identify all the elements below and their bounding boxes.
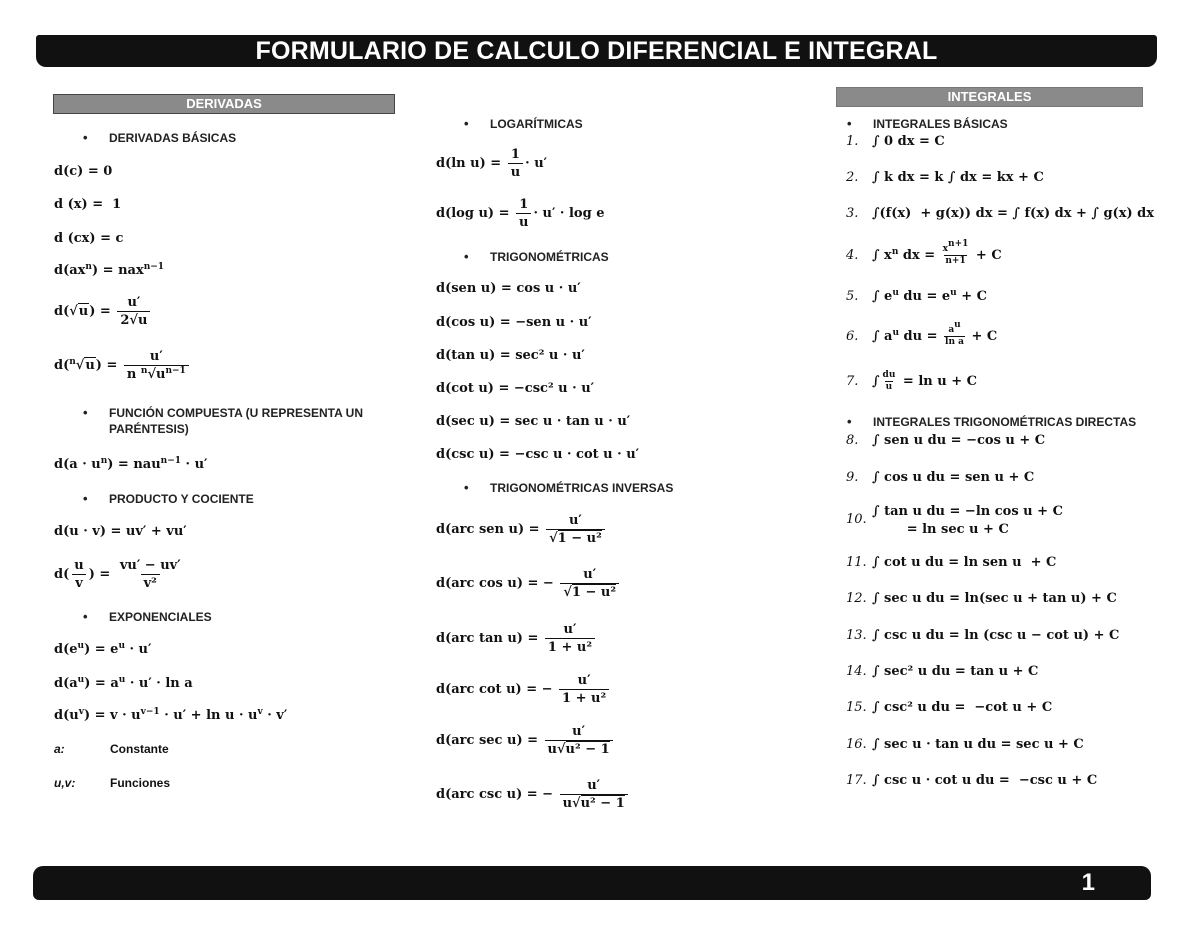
integral-17: 17. ∫ csc u · cot u du = −csc u + C: [846, 773, 1098, 788]
formula-d-sec: d(sec u) = sec u · tan u · u′: [436, 414, 631, 429]
integral-13: 13. ∫ csc u du = ln (csc u − cot u) + C: [846, 628, 1120, 643]
integral-8: 8. ∫ sen u du = −cos u + C: [846, 433, 1046, 448]
formula-d-u-pow-v: $d(u^v) = v \cdot u^{v-1} \cdot u' + \ln u \cdot u^v \cdot v'$: [54, 707, 288, 723]
formula-d-arctan: d(arc tan u) = $\frac{u'}{\text{1 + u²}}$: [436, 621, 597, 656]
formula-d-chain-power: $d(a \cdot u^n) = nau^{n-1} \cdot u'$: [54, 456, 208, 472]
formula-d-cx: d (cx) = c: [54, 231, 124, 246]
exponenciales-heading: • EXPONENCIALES: [83, 609, 212, 624]
derivadas-basicas-heading: • DERIVADAS BÁSICAS: [83, 130, 237, 145]
formula-d-product: d(u · v) = uv′ + vu′: [54, 524, 187, 539]
formula-d-sen: d(sen u) = cos u · u′: [436, 281, 581, 296]
page-number: 1: [1081, 869, 1095, 896]
integrales-basicas-heading: • INTEGRALES BÁSICAS: [847, 116, 1008, 131]
formula-d-cos: d(cos u) = −sen u · u′: [436, 315, 592, 330]
integral-2: 2. ∫ k dx = k ∫ dx = kx + C: [846, 170, 1044, 185]
formula-d-constant: d(c) = 0: [54, 164, 113, 179]
footer-bar: [33, 866, 1151, 900]
formula-d-arcsec: d(arc sec u) = $\frac{u'}{\text{u√u² − 1}}$: [436, 723, 615, 758]
formula-d-sqrt: d(√u) = $\frac{u'}{2√u}$: [54, 294, 152, 329]
integral-4: 4. ∫ $x^n$ dx = $\frac{x^{n+1}}{n+1}$ + C: [846, 239, 1002, 266]
integral-12: 12. ∫ sec u du = ln(sec u + tan u) + C: [846, 591, 1117, 606]
formula-d-cot: d(cot u) = −csc² u · u′: [436, 381, 595, 396]
integral-10: 10.∫ tan u du = −ln cos u + C = ln sec u + C: [846, 504, 1063, 537]
integral-7: 7. ∫ $\frac{du}{u}$ = ln u + C: [846, 370, 977, 392]
formula-d-x: d (x) = 1: [54, 197, 122, 212]
integral-3: 3. ∫(f(x) + g(x)) dx = ∫ f(x) dx + ∫ g(x) dx: [846, 206, 1154, 221]
trigonometricas-inversas-heading: • TRIGONOMÉTRICAS INVERSAS: [464, 480, 674, 495]
integrales-trig-heading: • INTEGRALES TRIGONOMÉTRICAS DIRECTAS: [847, 414, 1137, 429]
formula-d-exp-a: $d(a^u) = a^u \cdot u' \cdot \ln a$: [54, 675, 193, 691]
integrales-header: INTEGRALES: [836, 87, 1143, 107]
integral-6: 6. ∫ $a^u$ du = $\frac{a^u}{\text{ln a}}$ + C: [846, 320, 998, 347]
formula-d-tan: d(tan u) = sec² u · u′: [436, 348, 585, 363]
integral-1: 1. ∫ 0 dx = C: [846, 134, 945, 149]
formula-d-log: d(log u) = $\frac{1}{u}$ · u′ · log e: [436, 197, 605, 230]
formula-d-nth-root: d($^n$√u) = $\frac{u'}{n ^n√u^{n-1}}$: [54, 348, 191, 383]
formula-d-power: $d(ax^n) = nax^{n-1}$: [54, 262, 165, 278]
funcion-compuesta-heading: • FUNCIÓN COMPUESTA (U REPRESENTA UN PARÉNTESIS): [83, 405, 364, 436]
integral-9: 9. ∫ cos u du = sen u + C: [846, 470, 1035, 485]
integral-14: 14. ∫ sec² u du = tan u + C: [846, 664, 1039, 679]
formula-d-arcsen: d(arc sen u) = $\frac{u'}{\text{√1 − u²}}$: [436, 512, 607, 547]
formula-d-quotient: d( $\frac{u}{v}$ ) = $\frac{vu' - uv'}{\text{v²}}$: [54, 558, 181, 591]
formula-d-exp-e: $d(e^u) = e^u \cdot u'$: [54, 641, 152, 657]
integral-11: 11. ∫ cot u du = ln sen u + C: [846, 555, 1057, 570]
formula-d-arccos: d(arc cos u) = − $\frac{u'}{\text{√1 − u²}}$: [436, 566, 621, 601]
producto-cociente-heading: • PRODUCTO Y COCIENTE: [83, 491, 254, 506]
formula-d-ln: d(ln u) = $\frac{1}{u}$ · u′: [436, 147, 548, 180]
formula-d-csc: d(csc u) = −csc u · cot u · u′: [436, 447, 640, 462]
formula-d-arccsc: d(arc csc u) = − $\frac{u'}{\text{u√u² − 1}}$: [436, 777, 630, 812]
page-title: FORMULARIO DE CALCULO DIFERENCIAL E INTEGRAL: [36, 35, 1157, 67]
trigonometricas-heading: • TRIGONOMÉTRICAS: [464, 249, 609, 264]
formula-d-arccot: d(arc cot u) = − $\frac{u'}{\text{1 + u²}}$: [436, 672, 611, 707]
integral-5: 5. ∫ $e^u$ du = $e^u + C$: [846, 288, 988, 304]
logaritmicas-heading: • LOGARÍTMICAS: [464, 116, 583, 131]
derivadas-header: DERIVADAS: [53, 94, 395, 114]
legend-functions: u,v: Funciones: [54, 776, 171, 790]
legend-constant: a: Constante: [54, 742, 169, 756]
integral-16: 16. ∫ sec u · tan u du = sec u + C: [846, 737, 1084, 752]
integral-15: 15. ∫ csc² u du = −cot u + C: [846, 700, 1053, 715]
